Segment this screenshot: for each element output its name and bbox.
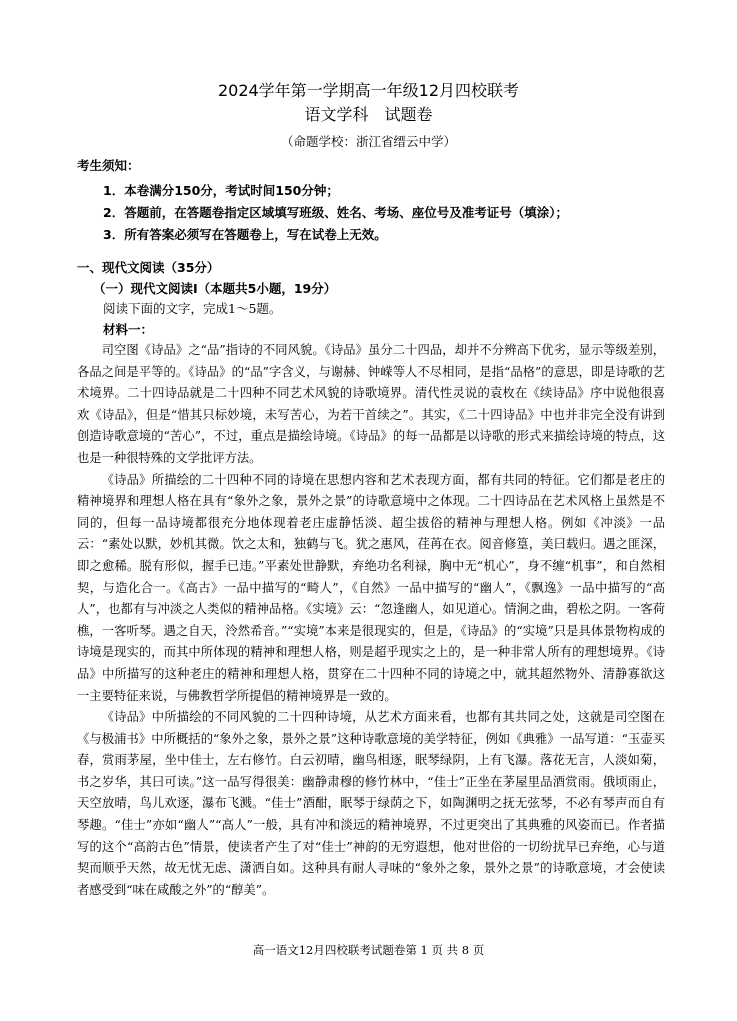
passage-paragraph: 司空图《诗品》之“品”指诗的不同风貌。《诗品》虽分二十四品，却并不分辨高下优劣，显示等级差别，各品之间是平等的。《诗品》的“品”字含义，与谢赫、钟嵘等人不尽相同，是指“品格”的意思，即是诗歌的艺术境界。二十四诗品就是二十四种不同艺术风貌的诗歌境界。清代性灵说的袁枚在《续诗品》序中说他很喜欢《诗品》，但是“惜其只标妙境，未写苦心，为若干首续之”。其实，《二十四诗品》中也并非完全没有讲到创造诗歌意境的“苦心”，不过，重点是描绘诗境。《诗品》的每一品都是以诗歌的形式来描绘诗境的特点，这也是一种很特殊的文学批评方法。: [77, 343, 665, 465]
notice-item: 2．答题前，在答题卷指定区域填写班级、姓名、考场、座位号及准考证号（填涂）；: [103, 205, 568, 220]
passage-paragraph: 《诗品》中所描绘的不同风貌的二十四种诗境，从艺术方面来看，也都有其共同之处，这就是司空图在《与极浦书》中所概括的“象外之象，景外之景”这种诗歌意境的美学特征，例如《典雅》一品写道：“玉壶买春，赏雨茅屋，坐中佳士，左右修竹。白云初晴，幽鸟相逐，眠琴绿阴，上有飞瀑。落花无言，人淡如菊，书之岁华，其曰可读。”这一品写得很美：幽静肃穆的修竹林中，“佳士”正坐在茅屋里品酒赏雨。俄顷雨止，天空放晴，鸟儿欢逐，瀑布飞溅。“佳士”酒酣，眠琴于绿荫之下，如陶渊明之抚无弦琴，不必有琴声而自有琴趣。“佳士”亦如“幽人”“高人”一般，具有冲和淡远的精神境界，不过更突出了其典雅的风姿而已。作者描写的这个“高韵古色”情景，使读者产生了对“佳士”神韵的无穷遐想，他对世俗的一切纷扰早已弃绝，心与道契而顺乎天然，故无忧无虑、潇洒自如。这种具有耐人寻味的“象外之象，景外之景”的诗歌意境，才会使读者感受到“味在咸酸之外”的“醇美”。: [77, 710, 665, 897]
reading-instruction: 阅读下面的文字，完成1～5题。: [103, 301, 282, 316]
notice-item: 1．本卷满分150分，考试时间150分钟；: [103, 183, 339, 198]
passage-paragraph: 《诗品》所描绘的二十四种不同的诗境在思想内容和艺术表现方面，都有共同的特征。它们都是老庄的精神境界和理想人格在具有“象外之象，景外之景”的诗歌意境中之体现。二十四诗品在艺术风格上虽然是不同的，但每一品诗境都很充分地体现着老庄虚静恬淡、超尘拔俗的精神与理想人格。例如《冲淡》一品云：“素处以默，妙机其微。饮之太和，独鹤与飞。犹之惠风，荏苒在衣。阅音修篁，美曰载归。遇之匪深，即之愈稀。脱有形似，握手已违。”平素处世静默，弃绝功名利禄，胸中无“机心”，身不缠“机事”，和自然相契，与造化合一。《高古》一品中描写的“畸人”，《自然》一品中描写的“幽人”，《飘逸》一品中描写的“高人”，也都有与冲淡之人类似的精神品格。《实境》云：“忽逢幽人，如见道心。情涧之曲，碧松之阴。一客荷樵，一客听琴。遇之自天，泠然希音。”“实境”本来是很现实的，但是，《诗品》的“实境”只是具体景物构成的诗境是现实的，而其中所体现的精神和理想人格，则是超乎现实之上的，是一种非常人所有的理想境界。《诗品》中所描写的这种老庄的精神和理想人格，贯穿在二十四种不同的诗境之中，就其超然物外、清静寡欲这一主要特征来说，与佛教哲学所提倡的精神境界是一致的。: [77, 472, 665, 703]
exam-source-school: （命题学校：浙江省缙云中学）: [280, 134, 456, 149]
subsection-heading: （一）现代文阅读Ⅰ（本题共5小题，19分）: [93, 281, 337, 296]
reading-passage: [77, 340, 665, 901]
exam-subject-title: 语文学科 试题卷: [304, 105, 433, 124]
page-footer: 高一语文12月四校联考试题卷第 1 页 共 8 页: [252, 943, 485, 957]
section-heading: 一、现代文阅读（35分）: [77, 260, 220, 275]
material-label: 材料一：: [103, 322, 154, 337]
exam-title: 2024学年第一学期高一年级12月四校联考: [217, 81, 520, 100]
notice-list: [103, 180, 663, 246]
notice-item: 3．所有答案必须写在答题卷上，写在试卷上无效。: [103, 227, 387, 242]
notice-heading: 考生须知：: [77, 158, 140, 173]
